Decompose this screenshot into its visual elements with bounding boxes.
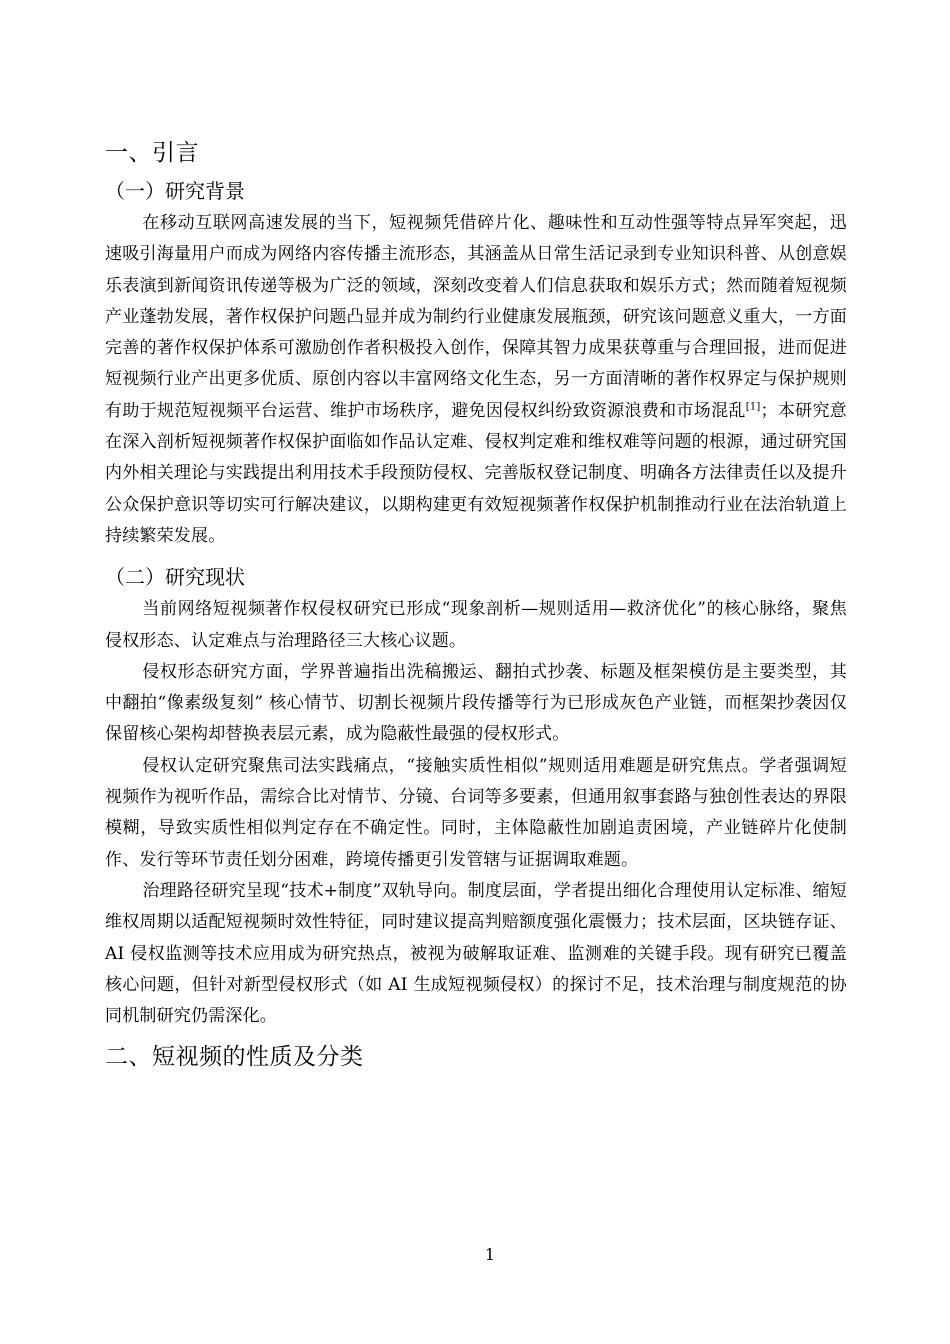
paragraph-background-text: 在移动互联网高速发展的当下，短视频凭借碎片化、趣味性和互动性强等特点异军突起，迅速吸引海量用户而成为网络内容传播主流形态，其涵盖从日常生活记录到专业知识科普、从创意娱乐表演到新闻资讯传递等极为广泛的领域，深刻改变着人们信息获取和娱乐方式；然而随着短视频产业蓬勃发展，著作权保护问题凸显并成为制约行业健康发展瓶颈，研究该问题意义重大，一方面完善的著作权保护体系可激励创作者积极投入创作，保障其智力成果获尊重与合理回报，进而促进短视频行业产出更多优质、原创内容以丰富网络文化生态，另一方面清晰的著作权界定与保护规则有助于规范短视频平台运营、维护市场秩序，避免因侵权纠纷致资源浪费和市场混乱 — [105, 213, 847, 421]
paragraph-background — [105, 208, 847, 552]
subsection-heading-status: （二）研究现状 — [105, 565, 245, 590]
page-content — [105, 136, 847, 1074]
paragraph-infringement-forms: 侵权形态研究方面，学界普遍指出洗稿搬运、翻拍式抄袭、标题及框架模仿是主要类型，其中翻拍“像素级复刻” 核心情节、切割长视频片段传播等行为已形成灰色产业链，而框架抄袭因仅保留核心架构却替换表层元素，成为隐蔽性最强的侵权形式。 — [105, 661, 847, 745]
paragraph-background-tail: ；本研究意在深入剖析短视频著作权保护面临如作品认定难、侵权判定难和维权难等问题的根源，通过研究国内外相关理论与实践提出利用技术手段预防侵权、完善版权登记制度、明确各方法律责任以及提升公众保护意识等切实可行解决建议，以期构建更有效短视频著作权保护机制推动行业在法治轨道上持续繁荣发展。 — [105, 400, 848, 546]
section-heading-introduction: 一、引言 — [105, 140, 199, 166]
page-number: 1 — [484, 1245, 496, 1264]
paragraph-governance-paths: 治理路径研究呈现“技术+制度”双轨导向。制度层面，学者提出细化合理使用认定标准、缩短维权周期以适配短视频时效性特征，同时建议提高判赔额度强化震慑力；技术层面，区块链存证、AI 侵权监测等技术应用成为研究热点，被视为破解取证难、监测难的关键手段。现有研究已覆盖核心问题，但针对新型侵权形式（如 AI 生成短视频侵权）的探讨不足，技术治理与制度规范的协同机制研究仍需深化。 — [105, 880, 847, 1027]
citation-marker: [1] — [745, 401, 761, 413]
section-heading-nature-classification: 二、短视频的性质及分类 — [105, 1044, 364, 1071]
paragraph-status-overview: 当前网络短视频著作权侵权研究已形成“现象剖析—规则适用—救济优化”的核心脉络，聚焦侵权形态、认定难点与治理路径三大核心议题。 — [105, 599, 847, 651]
paragraph-infringement-determination: 侵权认定研究聚焦司法实践痛点，“接触实质性相似”规则适用难题是研究焦点。学者强调短视频作为视听作品，需综合比对情节、分镜、台词等多要素，但通用叙事套路与独创性表达的界限模糊，导致实质性相似判定存在不确定性。同时，主体隐蔽性加剧追责困境，产业链碎片化使制作、发行等环节责任划分困难，跨境传播更引发管辖与证据调取难题。 — [105, 755, 847, 870]
subsection-heading-background: （一）研究背景 — [105, 179, 245, 203]
